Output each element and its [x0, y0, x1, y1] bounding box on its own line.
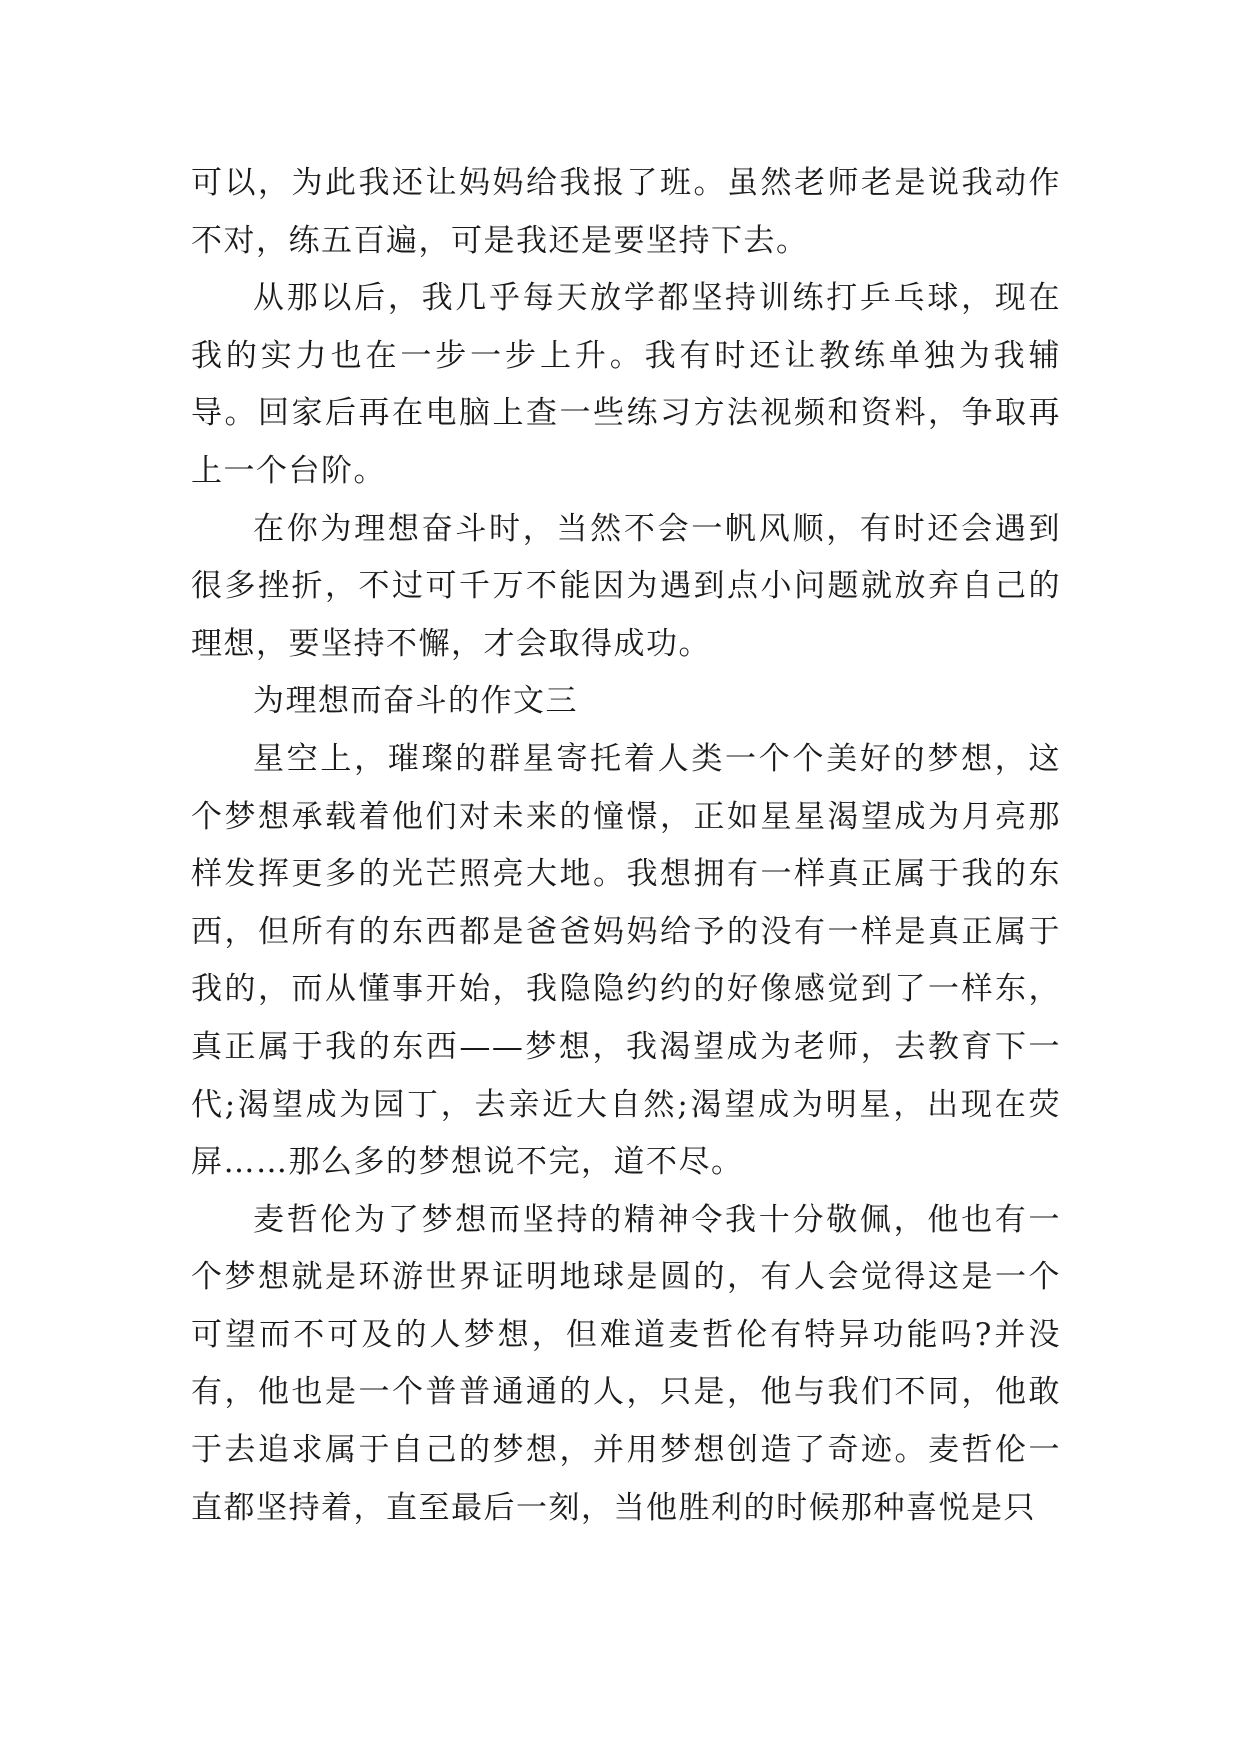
section-heading: 为理想而奋斗的作文三 — [253, 683, 578, 720]
paragraph-perseverance: 在你为理想奋斗时，当然不会一帆风顺，有时还会遇到很多挫折，不过可千万不能因为遇到点小问题就放弃自己的理想，要坚持不懈，才会取得成功。 — [191, 510, 1061, 662]
paragraph-magellan: 麦哲伦为了梦想而坚持的精神令我十分敬佩，他也有一个梦想就是环游世界证明地球是圆的，有人会觉得这是一个可望而不可及的人梦想，但难道麦哲伦有特异功能吗?并没有，他也是一个普普通通的人，只是，他与我们不同，他敢于去追求属于自己的梦想，并用梦想创造了奇迹。麦哲伦一直都坚持着，直至最后一刻，当他胜利的时候那种喜悦是只 — [191, 1201, 1061, 1526]
paragraph-training: 从那以后，我几乎每天放学都坚持训练打乒乓球，现在我的实力也在一步一步上升。我有时还让教练单独为我辅导。回家后再在电脑上查一些练习方法视频和资料，争取再上一个台阶。 — [191, 280, 1061, 489]
paragraph-continued: 可以，为此我还让妈妈给我报了班。虽然老师老是说我动作不对，练五百遍，可是我还是要坚持下去。 — [191, 165, 1061, 259]
body-text — [191, 155, 1061, 1537]
paragraph-starry-sky: 星空上，璀璨的群星寄托着人类一个个美好的梦想，这个梦想承载着他们对未来的憧憬，正如星星渴望成为月亮那样发挥更多的光芒照亮大地。我想拥有一样真正属于我的东西，但所有的东西都是爸爸妈妈给予的没有一样是真正属于我的，而从懂事开始，我隐隐约约的好像感觉到了一样东，真正属于我的东西——梦想，我渴望成为老师，去教育下一代;渴望成为园丁，去亲近大自然;渴望成为明星，出现在荧屏……那么多的梦想说不完，道不尽。 — [191, 740, 1061, 1181]
